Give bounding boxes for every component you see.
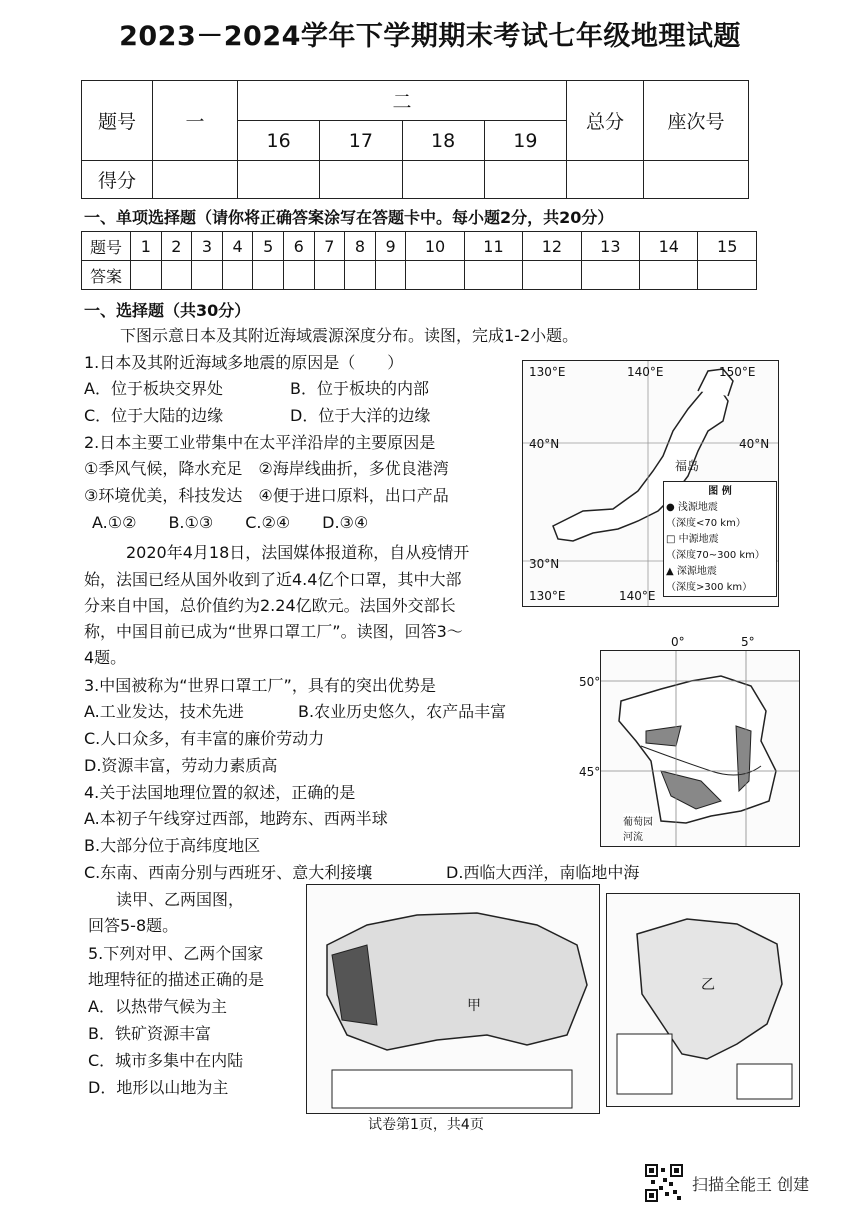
answer-number-cell: 11 bbox=[464, 232, 522, 261]
seat-cell[interactable] bbox=[644, 161, 749, 199]
legend-deep-depth: （深度>300 km） bbox=[666, 582, 753, 593]
q5-option-d[interactable]: D．地形以山地为主 bbox=[88, 1078, 229, 1097]
legend-intermediate-depth: （深度70~300 km） bbox=[666, 550, 765, 561]
q1-option-b[interactable]: B．位于板块的内部 bbox=[290, 379, 429, 398]
q5-stem-1: 5.下列对甲、乙两个国家 bbox=[88, 944, 264, 963]
answer-box-cell[interactable] bbox=[131, 261, 162, 290]
japan-lon-130-top: 130°E bbox=[529, 365, 566, 379]
answer-number-cell: 4 bbox=[222, 232, 253, 261]
japan-lon-150-top: 150°E bbox=[719, 365, 756, 379]
score-table bbox=[81, 80, 749, 199]
answer-number-cell: 6 bbox=[283, 232, 314, 261]
answer-box-cell[interactable] bbox=[253, 261, 284, 290]
q2-options[interactable]: A.①② B.①③ C.②④ D.③④ bbox=[92, 513, 369, 532]
exam-title: 2023－2024学年下学期期末考试七年级地理试题 bbox=[119, 21, 741, 52]
q2-line-1: ①季风气候，降水充足 ②海岸线曲折，多优良港湾 bbox=[84, 459, 449, 478]
japan-lat-40-right: 40°N bbox=[739, 437, 770, 451]
score-cell[interactable] bbox=[153, 161, 238, 199]
row-label-score: 得分 bbox=[82, 161, 153, 199]
france-lat-50: 50° bbox=[579, 675, 601, 689]
q4-stem: 4.关于法国地理位置的叙述，正确的是 bbox=[84, 783, 356, 802]
answer-number-cell: 12 bbox=[523, 232, 581, 261]
sub-col-19: 19 bbox=[484, 121, 566, 161]
scanner-brand: 扫描全能王 创建 bbox=[692, 1175, 810, 1194]
sub-col-17: 17 bbox=[320, 121, 402, 161]
score-cell[interactable] bbox=[567, 161, 644, 199]
answer-number-cell: 8 bbox=[345, 232, 376, 261]
answer-box-cell[interactable] bbox=[192, 261, 223, 290]
france-legend-vineyard: 葡萄园 bbox=[623, 813, 653, 828]
answer-box-cell[interactable] bbox=[314, 261, 345, 290]
q3-option-c[interactable]: C.人口众多，有丰富的廉价劳动力 bbox=[84, 729, 325, 748]
q3-option-a[interactable]: A.工业发达，技术先进 bbox=[84, 702, 244, 721]
france-lon-5: 5° bbox=[741, 635, 755, 649]
qr-code-graphic bbox=[645, 1164, 683, 1202]
passage-line-5: 4题。 bbox=[84, 648, 127, 667]
answer-box-cell[interactable] bbox=[406, 261, 464, 290]
q5-option-a[interactable]: A．以热带气候为主 bbox=[88, 997, 227, 1016]
q5-option-b[interactable]: B．铁矿资源丰富 bbox=[88, 1024, 211, 1043]
answer-box-cell[interactable] bbox=[523, 261, 581, 290]
intro-jia-yi-2: 回答5-8题。 bbox=[88, 916, 179, 935]
france-lon-0: 0° bbox=[671, 635, 685, 649]
passage-line-1: 2020年4月18日，法国媒体报道称，自从疫情开 bbox=[126, 543, 470, 562]
section1-header: 一、单项选择题（请你将正确答案涂写在答题卡中。每小题2分，共20分） bbox=[84, 208, 614, 227]
brazil-label-yi: 乙 bbox=[701, 977, 715, 993]
japan-lon-140-top: 140°E bbox=[627, 365, 664, 379]
answer-number-cell: 9 bbox=[375, 232, 406, 261]
q1-stem: 1.日本及其附近海域多地震的原因是（ ） bbox=[84, 353, 404, 372]
q2-line-2: ③环境优美，科技发达 ④便于进口原料，出口产品 bbox=[84, 486, 449, 505]
answer-box-cell[interactable] bbox=[698, 261, 757, 290]
japan-lat-30: 30°N bbox=[529, 557, 560, 571]
qr-code-icon bbox=[645, 1164, 683, 1202]
q5-stem-2: 地理特征的描述正确的是 bbox=[88, 970, 265, 989]
japan-place-fukushima: 福岛 bbox=[675, 459, 700, 473]
brazil-map-graphic bbox=[607, 894, 799, 1106]
passage-line-2: 始，法国已经从国外收到了近4.4亿个口罩，其中大部 bbox=[84, 570, 462, 589]
page-footer: 试卷第1页，共4页 bbox=[368, 1117, 484, 1133]
intro-japan: 下图示意日本及其附近海域震源深度分布。读图，完成1-2小题。 bbox=[120, 326, 579, 345]
q5-option-c[interactable]: C．城市多集中在内陆 bbox=[88, 1051, 244, 1070]
japan-lon-140-bottom: 140°E bbox=[619, 589, 656, 603]
answer-box-cell[interactable] bbox=[464, 261, 522, 290]
france-lat-45: 45° bbox=[579, 765, 601, 779]
answer-table bbox=[81, 231, 757, 290]
answer-row-label-answer: 答案 bbox=[82, 261, 131, 290]
answer-box-cell[interactable] bbox=[345, 261, 376, 290]
col-total: 总分 bbox=[567, 81, 644, 161]
japan-lat-40-left: 40°N bbox=[529, 437, 560, 451]
section2-header: 一、选择题（共30分） bbox=[84, 301, 251, 320]
answer-number-cell: 1 bbox=[131, 232, 162, 261]
brazil-map bbox=[606, 893, 800, 1107]
answer-number-cell: 7 bbox=[314, 232, 345, 261]
score-cell[interactable] bbox=[484, 161, 566, 199]
q4-option-b[interactable]: B.大部分位于高纬度地区 bbox=[84, 836, 261, 855]
japan-earthquake-map bbox=[522, 360, 779, 607]
q1-option-a[interactable]: A．位于板块交界处 bbox=[84, 379, 223, 398]
russia-map-graphic bbox=[307, 885, 599, 1113]
japan-lon-130-bottom: 130°E bbox=[529, 589, 566, 603]
japan-map-legend bbox=[663, 481, 777, 597]
sub-col-18: 18 bbox=[402, 121, 484, 161]
score-cell[interactable] bbox=[402, 161, 484, 199]
q4-option-c[interactable]: C.东南、西南分别与西班牙、意大利接壤 bbox=[84, 863, 373, 882]
answer-box-cell[interactable] bbox=[640, 261, 698, 290]
answer-box-cell[interactable] bbox=[222, 261, 253, 290]
sub-col-16: 16 bbox=[238, 121, 320, 161]
legend-shallow-depth: （深度<70 km） bbox=[666, 518, 746, 529]
score-cell[interactable] bbox=[320, 161, 402, 199]
intro-jia-yi-1: 读甲、乙两国图， bbox=[116, 890, 245, 909]
q2-stem: 2.日本主要工业带集中在太平洋沿岸的主要原因是 bbox=[84, 433, 436, 452]
legend-intermediate: □ 中源地震 bbox=[666, 534, 719, 545]
passage-line-4: 称，中国目前已成为“世界口罩工厂”。读图，回答3～ bbox=[84, 622, 463, 641]
france-legend-river: 河流 bbox=[623, 828, 643, 843]
col-section-one: 一 bbox=[153, 81, 238, 161]
col-section-two: 二 bbox=[238, 81, 567, 121]
q4-option-a[interactable]: A.本初子午线穿过西部，地跨东、西两半球 bbox=[84, 809, 388, 828]
legend-shallow: ● 浅源地震 bbox=[666, 502, 718, 513]
q3-stem: 3.中国被称为“世界口罩工厂”，具有的突出优势是 bbox=[84, 676, 436, 695]
answer-box-cell[interactable] bbox=[581, 261, 639, 290]
russia-label-jia: 甲 bbox=[467, 998, 481, 1014]
q4-option-d[interactable]: D.西临大西洋，南临地中海 bbox=[446, 863, 640, 882]
answer-box-cell[interactable] bbox=[161, 261, 192, 290]
answer-number-cell: 3 bbox=[192, 232, 223, 261]
score-cell[interactable] bbox=[238, 161, 320, 199]
russia-map bbox=[306, 884, 600, 1114]
legend-deep: ▲ 深源地震 bbox=[666, 566, 717, 577]
answer-number-cell: 5 bbox=[253, 232, 284, 261]
answer-number-cell: 13 bbox=[581, 232, 639, 261]
passage-line-3: 分来自中国，总价值约为2.24亿欧元。法国外交部长 bbox=[84, 596, 456, 615]
q3-option-b[interactable]: B.农业历史悠久，农产品丰富 bbox=[298, 702, 507, 721]
answer-number-cell: 14 bbox=[640, 232, 698, 261]
answer-number-cell: 2 bbox=[161, 232, 192, 261]
q1-option-c[interactable]: C．位于大陆的边缘 bbox=[84, 406, 224, 425]
q1-option-d[interactable]: D．位于大洋的边缘 bbox=[290, 406, 431, 425]
answer-row-label-number: 题号 bbox=[82, 232, 131, 261]
answer-number-cell: 10 bbox=[406, 232, 464, 261]
answer-box-cell[interactable] bbox=[375, 261, 406, 290]
legend-title: 图 例 bbox=[708, 486, 732, 497]
col-seat-number: 座次号 bbox=[644, 81, 749, 161]
france-vineyard-map bbox=[579, 635, 800, 847]
answer-number-cell: 15 bbox=[698, 232, 757, 261]
answer-box-cell[interactable] bbox=[283, 261, 314, 290]
row-label-number: 题号 bbox=[82, 81, 153, 161]
q3-option-d[interactable]: D.资源丰富，劳动力素质高 bbox=[84, 756, 278, 775]
